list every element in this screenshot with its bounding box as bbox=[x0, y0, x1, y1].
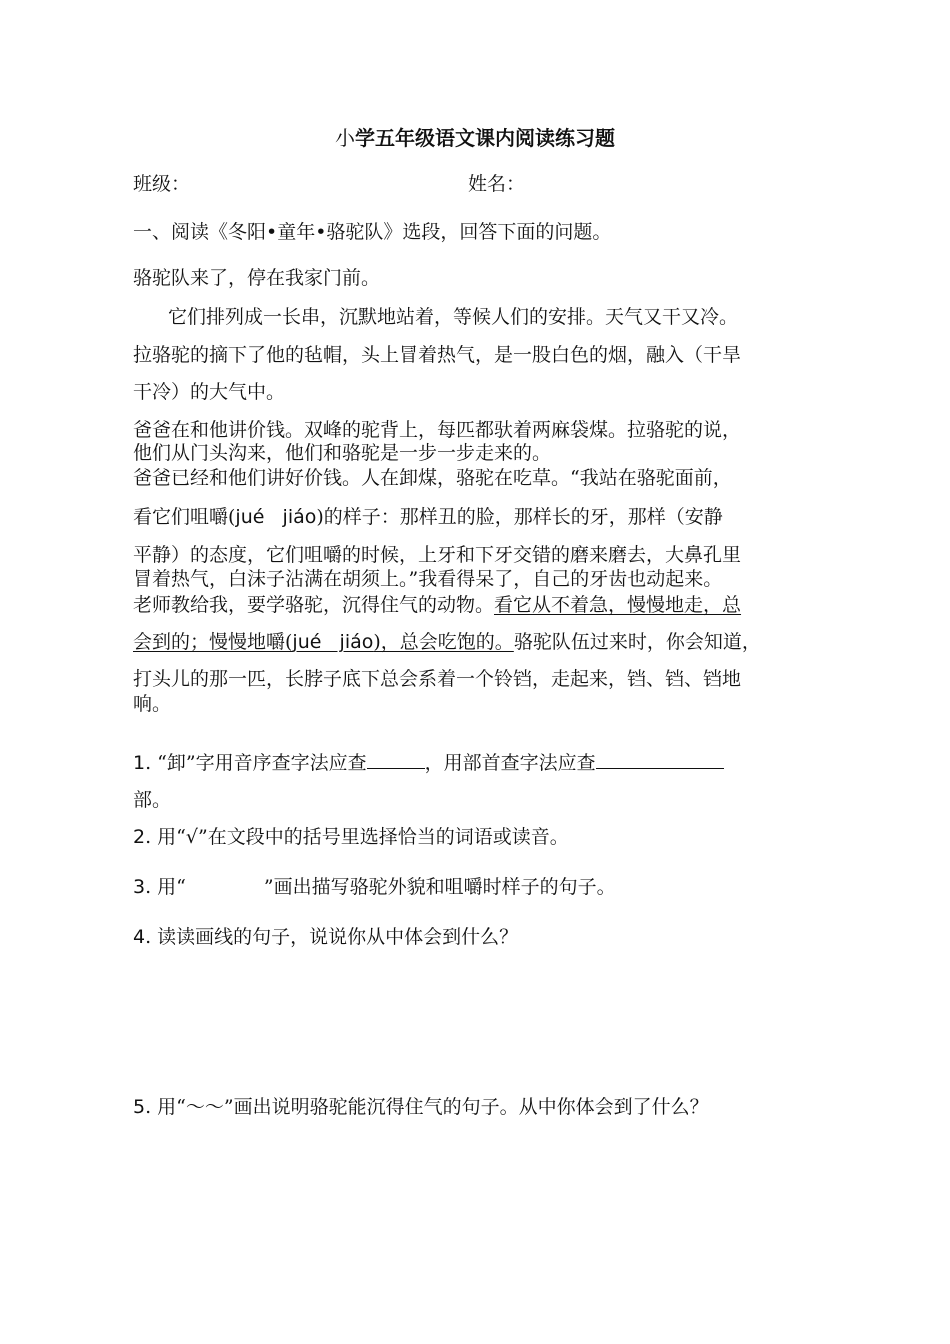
passage-line-8 bbox=[133, 505, 723, 529]
question-3 bbox=[133, 875, 616, 899]
class-label: 班级： bbox=[133, 173, 191, 195]
question-1-suffix: 部。 bbox=[133, 789, 172, 811]
underlined-sentence: 看它从不着急，慢慢地走，总 bbox=[494, 594, 742, 616]
passage-line-1: 骆驼队来了，停在我家门前。 bbox=[133, 267, 381, 289]
passage-line-8-end: )的样子：那样丑的脸，那样长的牙，那样（安静 bbox=[316, 506, 723, 528]
question-5 bbox=[133, 1095, 709, 1119]
question-3-number: 3 bbox=[133, 876, 146, 898]
title-text: 学五年级语文课内阅读练习题 bbox=[355, 126, 615, 150]
passage-line-11-start: 老师教给我，要学骆驼，沉得住气的动物。 bbox=[133, 594, 495, 616]
passage-line-11 bbox=[133, 593, 741, 617]
passage-line-8-start: 看它们咀嚼( bbox=[133, 506, 236, 528]
question-1-text-b: ，用部首查字法应查 bbox=[424, 752, 596, 774]
passage-line-7: 爸爸已经和他们讲好价钱。人在卸煤，骆驼在吃草。“我站在骆驼面前， bbox=[133, 467, 732, 489]
question-2-number: 2 bbox=[133, 826, 146, 848]
underlined-part-1: 会到的；慢慢地嚼( bbox=[133, 631, 293, 653]
passage-line-3: 拉骆驼的摘下了他的毡帽，头上冒着热气，是一股白色的烟，融入（干旱 bbox=[133, 344, 742, 366]
question-4-text: . 读读画线的句子，说说你从中体会到什么？ bbox=[145, 926, 519, 948]
question-1 bbox=[133, 750, 724, 775]
passage-line-6: 他们从门头沟来，他们和骆驼是一步一步走来的。 bbox=[133, 442, 552, 464]
question-2 bbox=[133, 825, 569, 849]
passage-line-5: 爸爸在和他讲价钱。双峰的驼背上，每匹都驮着两麻袋煤。拉骆驼的说， bbox=[133, 419, 742, 441]
question-4 bbox=[133, 925, 518, 949]
answer-blank-bushou[interactable] bbox=[596, 750, 724, 769]
pinyin-option: jué jiáo bbox=[235, 506, 317, 528]
pinyin-option: jué jiáo bbox=[292, 631, 374, 653]
question-5-text: . 用“～～”画出说明骆驼能沉得住气的句子。从中你体会到了什么？ bbox=[145, 1096, 709, 1118]
passage-line-10: 冒着热气，白沫子沾满在胡须上。”我看得呆了，自己的牙齿也动起来。 bbox=[133, 568, 723, 590]
passage-line-13: 打头儿的那一匹，长脖子底下总会系着一个铃铛，走起来，铛、铛、铛地 bbox=[133, 668, 742, 690]
question-1-number: 1 bbox=[133, 752, 146, 774]
question-5-number: 5 bbox=[133, 1096, 146, 1118]
passage-line-4: 干冷）的大气中。 bbox=[133, 381, 286, 403]
underlined-sentence-cont bbox=[133, 631, 514, 653]
passage-line-2: 它们排列成一长串，沉默地站着，等候人们的安排。天气又干又冷。 bbox=[168, 306, 739, 328]
passage-line-12 bbox=[133, 630, 761, 654]
question-3-text-a: . 用“ bbox=[145, 876, 186, 898]
name-label: 姓名： bbox=[468, 173, 526, 195]
question-4-number: 4 bbox=[133, 926, 146, 948]
question-3-text-b: ”画出描写骆驼外貌和咀嚼时样子的句子。 bbox=[263, 876, 616, 898]
title-first-char: 小 bbox=[335, 126, 355, 150]
page-title bbox=[0, 125, 950, 151]
question-1-text-a: . “卸”字用音序查字法应查 bbox=[145, 752, 367, 774]
section-heading: 一、阅读《冬阳•童年•骆驼队》选段，回答下面的问题。 bbox=[133, 221, 612, 243]
passage-line-12-end: 骆驼队伍过来时，你会知道， bbox=[513, 631, 761, 653]
answer-blank-yinxu[interactable] bbox=[367, 750, 425, 769]
underlined-part-2: )，总会吃饱的。 bbox=[373, 631, 514, 653]
passage-line-9: 平静）的态度，它们咀嚼的时候，上牙和下牙交错的磨来磨去，大鼻孔里 bbox=[133, 544, 742, 566]
question-2-text: . 用“√”在文段中的括号里选择恰当的词语或读音。 bbox=[145, 826, 569, 848]
passage-line-14: 响。 bbox=[133, 693, 172, 715]
